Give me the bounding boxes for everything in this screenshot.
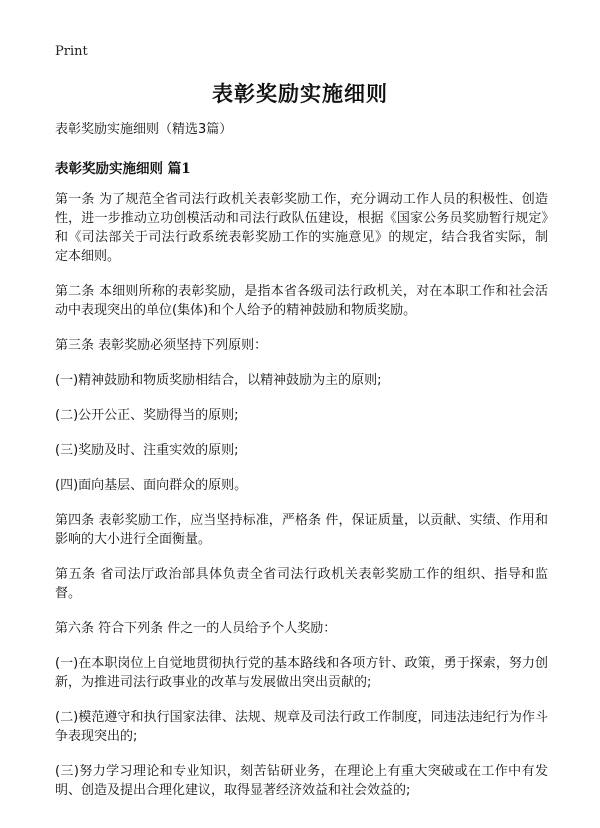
paragraph-condition-1: (一)在本职岗位上自觉地贯彻执行党的基本路线和各项方针、政策，勇于探索，努力创新，为推进司法行政事业的改革与发展做出突出贡献的; [55,656,548,690]
paragraph-article-5: 第五条 省司法厅政治部具体负责全省司法行政机关表彰奖励工作的组织、指导和监督。 [55,567,548,601]
paragraph-principle-1: (一)精神鼓励和物质奖励相结合，以精神鼓励为主的原则; [55,373,382,388]
paragraph-principle-3: (三)奖励及时、注重实效的原则; [55,443,239,458]
paragraph-article-2: 第二条 本细则所称的表彰奖励，是指本省各级司法行政机关，对在本职工作和社会活动中表现突出的单位(集体)和个人给予的精神鼓励和物质奖励。 [55,284,548,318]
document-subtitle: 表彰奖励实施细则（精选3篇） [55,122,233,137]
paragraph-condition-2: (二)模范遵守和执行国家法律、法规、规章及司法行政工作制度，同违法违纪行为作斗争表现突出的; [55,710,548,744]
paragraph-article-3: 第三条 表彰奖励必须坚持下列原则： [55,338,268,353]
document-title: 表彰奖励实施细则 [212,81,388,106]
paragraph-article-6: 第六条 符合下列条 件之一的人员给予个人奖励： [55,621,337,636]
paragraph-principle-4: (四)面向基层、面向群众的原则。 [55,478,248,493]
paragraph-condition-3: (三)努力学习理论和专业知识，刻苦钻研业务，在理论上有重大突破或在工作中有发明、创造及提出合理化建议，取得显著经济效益和社会效益的; [55,764,548,798]
section-heading: 表彰奖励实施细则 篇1 [55,161,191,177]
print-link[interactable]: Print [55,44,88,59]
paragraph-article-4: 第四条 表彰奖励工作，应当坚持标准，严格条 件，保证质量，以贡献、实绩、作用和影响的大小进行全面衡量。 [55,513,548,547]
document-body [55,120,548,816]
paragraph-principle-2: (二)公开公正、奖励得当的原则; [55,408,239,423]
paragraph-article-1: 第一条 为了规范全省司法行政机关表彰奖励工作，充分调动工作人员的积极性、创造性，进一步推动立功创模活动和司法行政队伍建设，根据《国家公务员奖励暂行规定》和《司法部关于司法行政系统表彰奖励工作的实施意见》的规定，结合我省实际，制定本细则。 [55,192,548,264]
